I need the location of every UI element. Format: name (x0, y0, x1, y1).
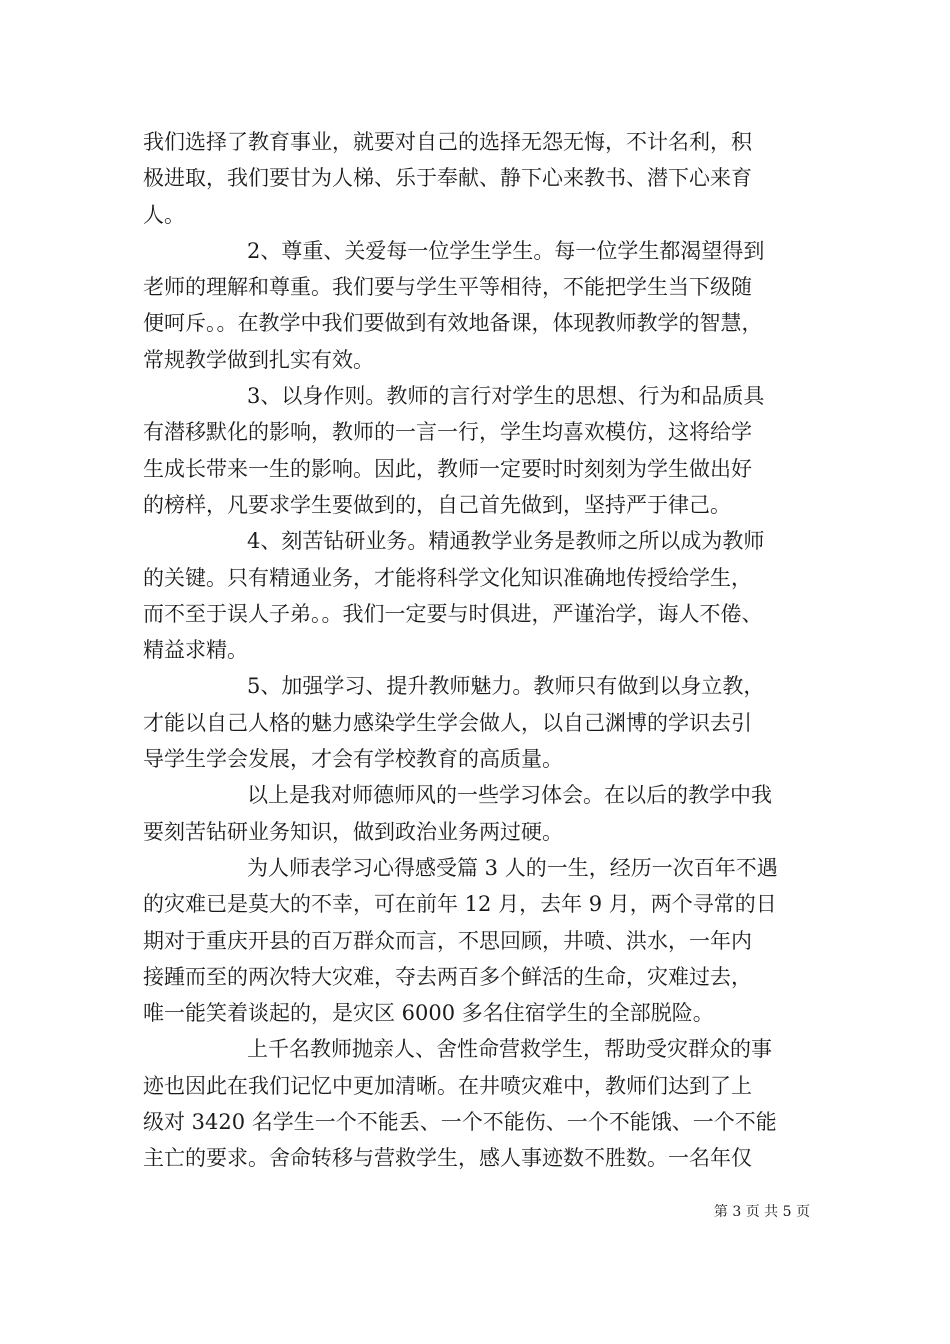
text-line: 接踵而至的两次特大灾难，夺去两百多个鲜活的生命，灾难过去， (143, 964, 752, 989)
document-body (143, 124, 813, 1177)
text-line: 老师的理解和尊重。我们要与学生平等相待，不能把学生当下级随 (143, 275, 752, 300)
text-line: 生成长带来一生的影响。因此，教师一定要时时刻刻为学生做出好 (143, 456, 752, 481)
text-line: 便呵斥。。在教学中我们要做到有效地备课，体现教师教学的智慧， (143, 311, 763, 336)
text-line: 为人师表学习心得感受篇 3 人的一生，经历一次百年不遇 (247, 855, 778, 880)
text-line: 导学生学会发展，才会有学校教育的高质量。 (143, 747, 563, 772)
text-line: 的榜样，凡要求学生要做到的，自己首先做到，坚持严于律己。 (143, 492, 731, 517)
text-line: 人。 (143, 202, 185, 227)
text-line: 才能以自己人格的魅力感染学生学会做人，以自己渊博的学识去引 (143, 710, 752, 735)
text-line: 有潜移默化的影响，教师的一言一行，学生均喜欢模仿，这将给学 (143, 420, 752, 445)
text-line: 期对于重庆开县的百万群众而言，不思回顾，井喷、洪水，一年内 (143, 928, 752, 953)
text-line: 4、刻苦钻研业务。精通教学业务是教师之所以成为教师 (247, 529, 765, 554)
text-line: 迹也因此在我们记忆中更加清晰。在井喷灾难中，教师们达到了上 (143, 1073, 752, 1098)
text-line: 5、加强学习、提升教师魅力。教师只有做到以身立教， (247, 674, 765, 699)
text-line: 的灾难已是莫大的不幸，可在前年 12 月，去年 9 月，两个寻常的日 (143, 892, 777, 917)
text-line: 上千名教师抛亲人、舍性命营救学生，帮助受灾群众的事 (247, 1037, 772, 1062)
text-line: 我们选择了教育事业，就要对自己的选择无怨无悔，不计名利，积 (143, 130, 752, 154)
text-line: 常规教学做到扎实有效。 (143, 347, 374, 372)
text-line: 精益求精。 (143, 638, 248, 663)
text-line: 的关键。只有精通业务，才能将科学文化知识准确地传授给学生， (143, 565, 752, 590)
page-number: 第 3 页 共 5 页 (713, 1204, 810, 1220)
text-line: 3、以身作则。教师的言行对学生的思想、行为和品质具 (247, 384, 765, 409)
text-line: 极进取，我们要甘为人梯、乐于奉献、静下心来教书、潜下心来育 (143, 166, 752, 191)
text-line: 要刻苦钻研业务知识，做到政治业务两过硬。 (143, 819, 563, 844)
text-line: 主亡的要求。舍命转移与营救学生，感人事迹数不胜数。一名年仅 (143, 1146, 752, 1171)
text-line: 唯一能笑着谈起的，是灾区 6000 多名住宿学生的全部脱险。 (143, 1001, 714, 1026)
text-line: 以上是我对师德师风的一些学习体会。在以后的教学中我 (247, 783, 772, 808)
text-line: 2、尊重、关爱每一位学生学生。每一位学生都渴望得到 (247, 238, 765, 263)
text-line: 级对 3420 名学生一个不能丢、一个不能伤、一个不能饿、一个不能 (143, 1110, 777, 1135)
text-line: 而不至于误人子弟。。我们一定要与时俱进，严谨治学，诲人不倦、 (143, 601, 763, 626)
